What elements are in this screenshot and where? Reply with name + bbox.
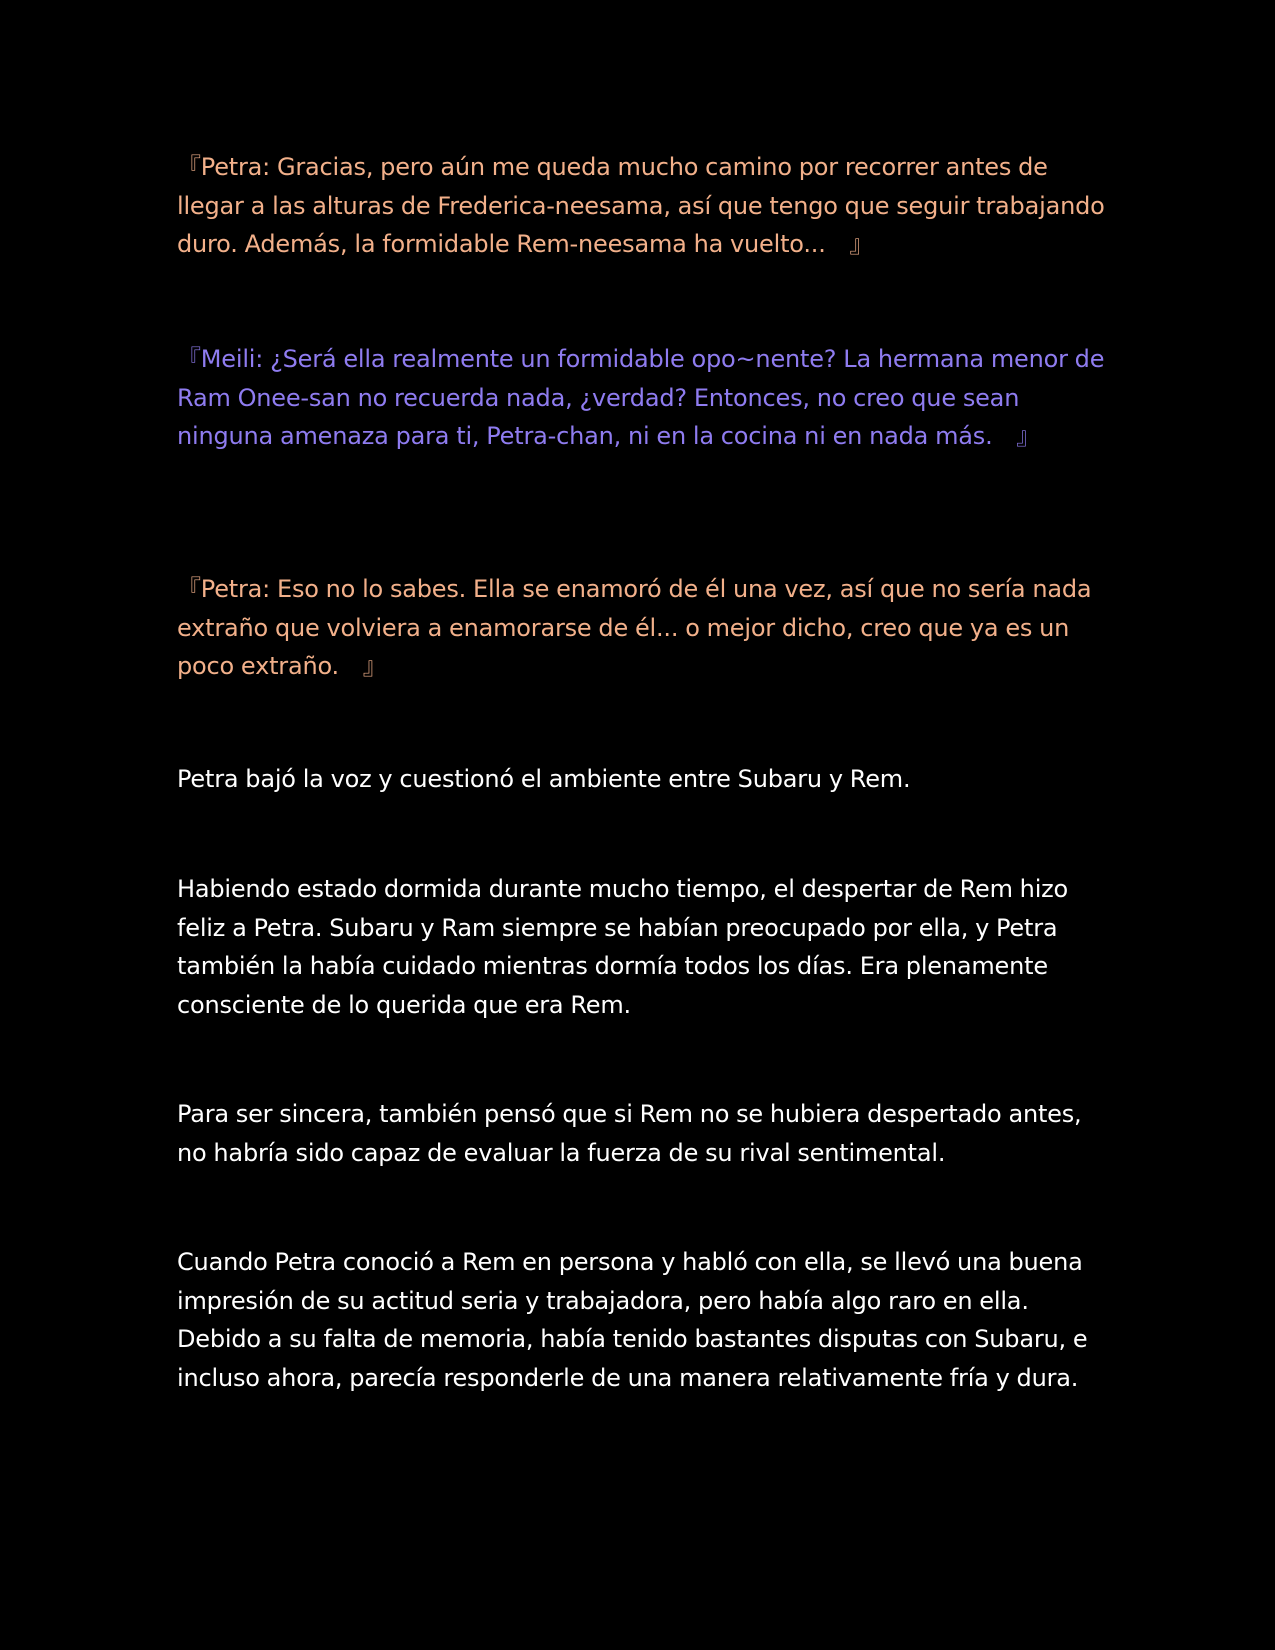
narration-paragraph-2: Habiendo estado dormida durante mucho tiempo, el despertar de Rem hizo feliz a Petra. Subaru y Ram siempre se habían preocupado por ella, y Petra también la había cuidado mientras dormía todos los días. Era plenamente consciente de lo querida que era Rem. xyxy=(177,875,1069,1019)
narration-paragraph-3: Para ser sincera, también pensó que si Rem no se hubiera despertado antes, no habría sido capaz de evaluar la fuerza de su rival sentimental. xyxy=(177,1100,1082,1167)
dialogue-meili: 『Meili: ¿Será ella realmente un formidable opo~nente? La hermana menor de Ram Onee-san no recuerda nada, ¿verdad? Entonces, no creo que sean ninguna amenaza para ti, Petra-chan, ni en la cocina ni en nada más. 』 xyxy=(177,345,1105,450)
narration-paragraph-1: Petra bajó la voz y cuestionó el ambiente entre Subaru y Rem. xyxy=(177,765,911,793)
narration-paragraph-4: Cuando Petra conoció a Rem en persona y habló con ella, se llevó una buena impresión de su actitud seria y trabajadora, pero había algo raro en ella. Debido a su falta de memoria, había tenido bastantes disputas con Subaru, e incluso ahora, parecía responderle de una manera relativamente fría y dura. xyxy=(177,1248,1088,1392)
dialogue-petra-2: 『Petra: Eso no lo sabes. Ella se enamoró de él una vez, así que no sería nada extraño que volviera a enamorarse de él... o mejor dicho, creo que ya es un poco extraño. 』 xyxy=(177,575,1092,680)
dialogue-petra-1: 『Petra: Gracias, pero aún me queda mucho camino por recorrer antes de llegar a las alturas de Frederica-neesama, así que tengo que seguir trabajando duro. Además, la formidable Rem-neesama ha vuelto... 』 xyxy=(177,153,1105,258)
